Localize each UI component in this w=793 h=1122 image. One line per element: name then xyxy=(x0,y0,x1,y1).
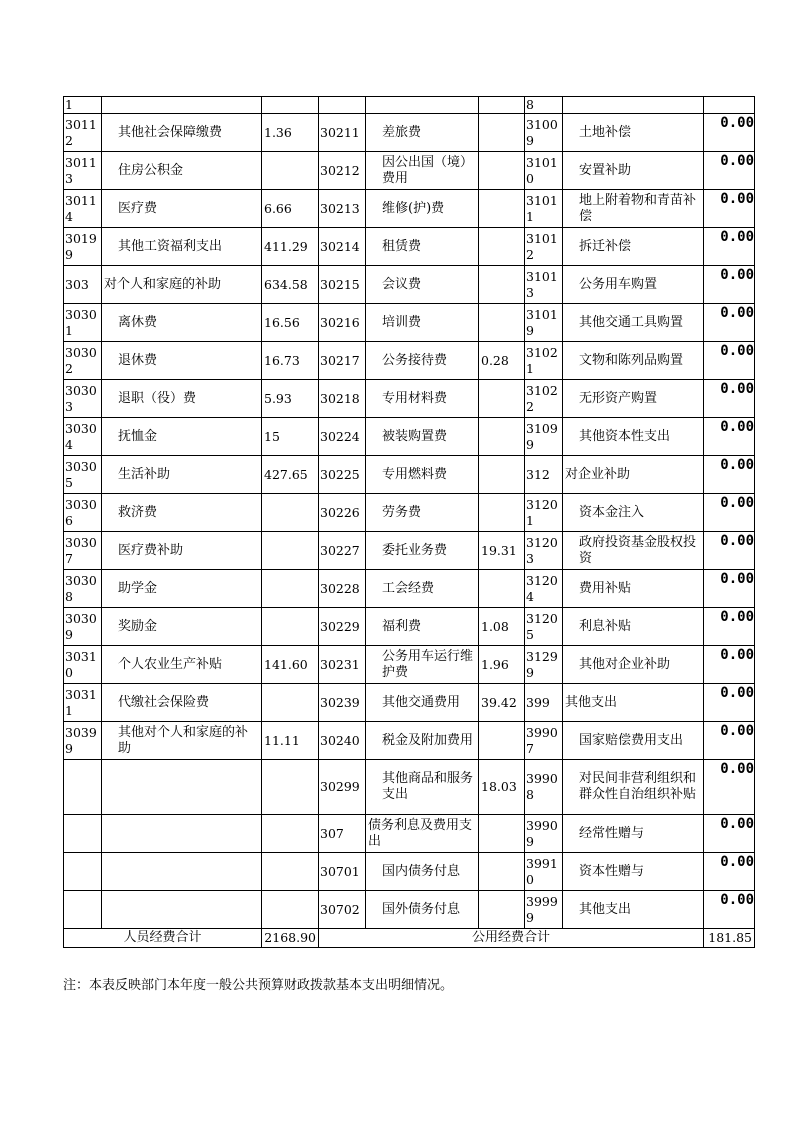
code-cell: 307 xyxy=(319,815,366,853)
amount-cell xyxy=(479,190,525,228)
name-cell: 其他交通费用 xyxy=(366,684,479,722)
code-cell xyxy=(319,97,366,114)
name-cell: 专用材料费 xyxy=(366,380,479,418)
name-cell: 其他工资福利支出 xyxy=(102,228,262,266)
amount-cell xyxy=(479,152,525,190)
name-cell: 培训费 xyxy=(366,304,479,342)
amount-cell xyxy=(479,304,525,342)
name-cell: 奖励金 xyxy=(102,608,262,646)
name-cell: 维修(护)费 xyxy=(366,190,479,228)
amount-cell: 0.00 xyxy=(704,342,755,380)
table-row xyxy=(64,190,755,228)
code-cell: 31201 xyxy=(525,494,563,532)
table-row xyxy=(64,684,755,722)
name-cell: 其他支出 xyxy=(563,684,704,722)
code-cell: 30311 xyxy=(64,684,102,722)
code-cell: 30229 xyxy=(319,608,366,646)
code-cell: 30310 xyxy=(64,646,102,684)
name-cell: 其他对企业补助 xyxy=(563,646,704,684)
code-cell: 31011 xyxy=(525,190,563,228)
amount-cell: 0.28 xyxy=(479,342,525,380)
amount-cell: 39.42 xyxy=(479,684,525,722)
amount-cell: 0.00 xyxy=(704,891,755,929)
name-cell: 工会经费 xyxy=(366,570,479,608)
code-cell: 30305 xyxy=(64,456,102,494)
code-cell: 30231 xyxy=(319,646,366,684)
amount-cell xyxy=(262,494,319,532)
amount-cell xyxy=(479,97,525,114)
name-cell: 公务用车运行维护费 xyxy=(366,646,479,684)
code-cell: 31013 xyxy=(525,266,563,304)
name-cell: 退职（役）费 xyxy=(102,380,262,418)
code-cell: 30303 xyxy=(64,380,102,418)
name-cell: 福利费 xyxy=(366,608,479,646)
code-cell: 30240 xyxy=(319,722,366,760)
name-cell: 利息补贴 xyxy=(563,608,704,646)
code-cell: 39999 xyxy=(525,891,563,929)
amount-cell xyxy=(479,722,525,760)
code-cell: 303 xyxy=(64,266,102,304)
name-cell: 差旅费 xyxy=(366,114,479,152)
amount-cell xyxy=(479,380,525,418)
code-cell: 30211 xyxy=(319,114,366,152)
code-cell: 30217 xyxy=(319,342,366,380)
code-cell: 30215 xyxy=(319,266,366,304)
amount-cell xyxy=(262,532,319,570)
name-cell: 国外债务付息 xyxy=(366,891,479,929)
code-cell: 31205 xyxy=(525,608,563,646)
code-cell: 31204 xyxy=(525,570,563,608)
name-cell: 助学金 xyxy=(102,570,262,608)
amount-cell xyxy=(479,494,525,532)
amount-cell: 0.00 xyxy=(704,152,755,190)
personnel-total-label: 人员经费合计 xyxy=(64,929,262,948)
table-row xyxy=(64,114,755,152)
amount-cell: 634.58 xyxy=(262,266,319,304)
table-row xyxy=(64,853,755,891)
code-cell xyxy=(64,815,102,853)
name-cell: 其他商品和服务支出 xyxy=(366,760,479,815)
name-cell: 对企业补助 xyxy=(563,456,704,494)
name-cell: 政府投资基金股权投资 xyxy=(563,532,704,570)
name-cell: 债务利息及费用支出 xyxy=(366,815,479,853)
code-cell: 30226 xyxy=(319,494,366,532)
table-row xyxy=(64,266,755,304)
amount-cell: 16.73 xyxy=(262,342,319,380)
code-cell: 30399 xyxy=(64,722,102,760)
name-cell: 拆迁补偿 xyxy=(563,228,704,266)
name-cell: 经常性赠与 xyxy=(563,815,704,853)
amount-cell xyxy=(479,853,525,891)
amount-cell: 0.00 xyxy=(704,760,755,815)
name-cell: 国内债务付息 xyxy=(366,853,479,891)
code-cell: 30213 xyxy=(319,190,366,228)
amount-cell: 0.00 xyxy=(704,114,755,152)
table-row xyxy=(64,760,755,815)
amount-cell: 0.00 xyxy=(704,494,755,532)
code-cell: 312 xyxy=(525,456,563,494)
code-cell: 30225 xyxy=(319,456,366,494)
amount-cell: 0.00 xyxy=(704,684,755,722)
name-cell: 专用燃料费 xyxy=(366,456,479,494)
table-row xyxy=(64,532,755,570)
code-cell: 1 xyxy=(64,97,102,114)
code-cell: 30114 xyxy=(64,190,102,228)
name-cell: 地上附着物和青苗补偿 xyxy=(563,190,704,228)
name-cell: 租赁费 xyxy=(366,228,479,266)
amount-cell xyxy=(262,570,319,608)
name-cell: 资本金注入 xyxy=(563,494,704,532)
amount-cell: 0.00 xyxy=(704,853,755,891)
code-cell: 31012 xyxy=(525,228,563,266)
name-cell: 安置补助 xyxy=(563,152,704,190)
name-cell: 离休费 xyxy=(102,304,262,342)
table-row xyxy=(64,228,755,266)
code-cell: 31021 xyxy=(525,342,563,380)
code-cell: 30306 xyxy=(64,494,102,532)
code-cell: 30239 xyxy=(319,684,366,722)
name-cell: 其他对个人和家庭的补助 xyxy=(102,722,262,760)
amount-cell: 0.00 xyxy=(704,456,755,494)
personnel-total-value: 2168.90 xyxy=(262,929,319,948)
code-cell: 30112 xyxy=(64,114,102,152)
amount-cell xyxy=(479,570,525,608)
amount-cell: 0.00 xyxy=(704,266,755,304)
name-cell: 对个人和家庭的补助 xyxy=(102,266,262,304)
name-cell: 生活补助 xyxy=(102,456,262,494)
amount-cell: 427.65 xyxy=(262,456,319,494)
amount-cell: 0.00 xyxy=(704,228,755,266)
amount-cell xyxy=(479,456,525,494)
code-cell: 31022 xyxy=(525,380,563,418)
table-row xyxy=(64,97,755,114)
code-cell: 30212 xyxy=(319,152,366,190)
name-cell: 无形资产购置 xyxy=(563,380,704,418)
code-cell: 39910 xyxy=(525,853,563,891)
code-cell: 30199 xyxy=(64,228,102,266)
amount-cell: 5.93 xyxy=(262,380,319,418)
amount-cell: 19.31 xyxy=(479,532,525,570)
amount-cell: 0.00 xyxy=(704,190,755,228)
name-cell: 其他社会保障缴费 xyxy=(102,114,262,152)
name-cell: 退休费 xyxy=(102,342,262,380)
table-row xyxy=(64,815,755,853)
amount-cell: 18.03 xyxy=(479,760,525,815)
name-cell: 个人农业生产补贴 xyxy=(102,646,262,684)
name-cell xyxy=(102,853,262,891)
public-total-label: 公用经费合计 xyxy=(319,929,704,948)
code-cell: 30224 xyxy=(319,418,366,456)
amount-cell xyxy=(262,760,319,815)
name-cell: 对民间非营利组织和群众性自治组织补贴 xyxy=(563,760,704,815)
code-cell: 31099 xyxy=(525,418,563,456)
table-footnote: 注：本表反映部门本年度一般公共预算财政拨款基本支出明细情况。 xyxy=(63,978,454,993)
code-cell: 30299 xyxy=(319,760,366,815)
amount-cell: 0.00 xyxy=(704,304,755,342)
amount-cell: 1.96 xyxy=(479,646,525,684)
amount-cell xyxy=(704,97,755,114)
name-cell: 国家赔偿费用支出 xyxy=(563,722,704,760)
name-cell: 文物和陈列品购置 xyxy=(563,342,704,380)
table-row xyxy=(64,608,755,646)
expenditure-detail-table xyxy=(63,96,755,948)
table-row xyxy=(64,722,755,760)
amount-cell xyxy=(479,815,525,853)
name-cell: 因公出国（境）费用 xyxy=(366,152,479,190)
table-row xyxy=(64,380,755,418)
amount-cell: 1.08 xyxy=(479,608,525,646)
name-cell: 税金及附加费用 xyxy=(366,722,479,760)
table-row xyxy=(64,418,755,456)
code-cell: 31203 xyxy=(525,532,563,570)
name-cell: 救济费 xyxy=(102,494,262,532)
amount-cell: 16.56 xyxy=(262,304,319,342)
amount-cell xyxy=(262,152,319,190)
amount-cell: 411.29 xyxy=(262,228,319,266)
amount-cell: 0.00 xyxy=(704,646,755,684)
amount-cell xyxy=(479,228,525,266)
table-row xyxy=(64,304,755,342)
code-cell: 31009 xyxy=(525,114,563,152)
table-row xyxy=(64,456,755,494)
code-cell: 30216 xyxy=(319,304,366,342)
amount-cell: 15 xyxy=(262,418,319,456)
name-cell: 被装购置费 xyxy=(366,418,479,456)
code-cell: 30702 xyxy=(319,891,366,929)
amount-cell: 0.00 xyxy=(704,380,755,418)
code-cell: 30214 xyxy=(319,228,366,266)
code-cell: 31019 xyxy=(525,304,563,342)
table-row xyxy=(64,570,755,608)
table-row xyxy=(64,342,755,380)
table-row xyxy=(64,152,755,190)
name-cell xyxy=(102,97,262,114)
name-cell: 其他交通工具购置 xyxy=(563,304,704,342)
name-cell xyxy=(102,815,262,853)
name-cell: 其他支出 xyxy=(563,891,704,929)
name-cell xyxy=(366,97,479,114)
amount-cell: 0.00 xyxy=(704,418,755,456)
amount-cell: 0.00 xyxy=(704,815,755,853)
name-cell: 代缴社会保险费 xyxy=(102,684,262,722)
name-cell: 抚恤金 xyxy=(102,418,262,456)
code-cell xyxy=(64,760,102,815)
name-cell: 费用补贴 xyxy=(563,570,704,608)
amount-cell: 141.60 xyxy=(262,646,319,684)
name-cell: 资本性赠与 xyxy=(563,853,704,891)
totals-row xyxy=(64,929,755,948)
name-cell: 住房公积金 xyxy=(102,152,262,190)
amount-cell: 11.11 xyxy=(262,722,319,760)
code-cell: 30113 xyxy=(64,152,102,190)
table-row xyxy=(64,494,755,532)
code-cell: 31299 xyxy=(525,646,563,684)
table-row xyxy=(64,891,755,929)
name-cell: 医疗费 xyxy=(102,190,262,228)
name-cell: 劳务费 xyxy=(366,494,479,532)
name-cell xyxy=(563,97,704,114)
code-cell: 39907 xyxy=(525,722,563,760)
name-cell xyxy=(102,891,262,929)
name-cell: 委托业务费 xyxy=(366,532,479,570)
code-cell: 8 xyxy=(525,97,563,114)
amount-cell xyxy=(479,266,525,304)
amount-cell: 0.00 xyxy=(704,722,755,760)
amount-cell: 0.00 xyxy=(704,532,755,570)
amount-cell xyxy=(262,684,319,722)
code-cell: 39909 xyxy=(525,815,563,853)
name-cell: 其他资本性支出 xyxy=(563,418,704,456)
amount-cell xyxy=(262,891,319,929)
code-cell: 31010 xyxy=(525,152,563,190)
name-cell: 公务接待费 xyxy=(366,342,479,380)
code-cell: 39908 xyxy=(525,760,563,815)
code-cell: 30301 xyxy=(64,304,102,342)
amount-cell xyxy=(262,853,319,891)
code-cell: 30227 xyxy=(319,532,366,570)
amount-cell xyxy=(479,114,525,152)
amount-cell xyxy=(262,815,319,853)
code-cell: 30701 xyxy=(319,853,366,891)
code-cell: 30302 xyxy=(64,342,102,380)
code-cell: 30218 xyxy=(319,380,366,418)
name-cell: 会议费 xyxy=(366,266,479,304)
name-cell: 医疗费补助 xyxy=(102,532,262,570)
code-cell xyxy=(64,853,102,891)
code-cell: 30308 xyxy=(64,570,102,608)
amount-cell xyxy=(479,891,525,929)
amount-cell: 0.00 xyxy=(704,608,755,646)
name-cell xyxy=(102,760,262,815)
name-cell: 土地补偿 xyxy=(563,114,704,152)
amount-cell: 6.66 xyxy=(262,190,319,228)
amount-cell: 1.36 xyxy=(262,114,319,152)
amount-cell xyxy=(479,418,525,456)
code-cell: 399 xyxy=(525,684,563,722)
table-row xyxy=(64,646,755,684)
code-cell: 30307 xyxy=(64,532,102,570)
name-cell: 公务用车购置 xyxy=(563,266,704,304)
code-cell: 30228 xyxy=(319,570,366,608)
code-cell: 30304 xyxy=(64,418,102,456)
amount-cell xyxy=(262,97,319,114)
amount-cell xyxy=(262,608,319,646)
code-cell: 30309 xyxy=(64,608,102,646)
code-cell xyxy=(64,891,102,929)
amount-cell: 0.00 xyxy=(704,570,755,608)
public-total-value: 181.85 xyxy=(704,929,755,948)
